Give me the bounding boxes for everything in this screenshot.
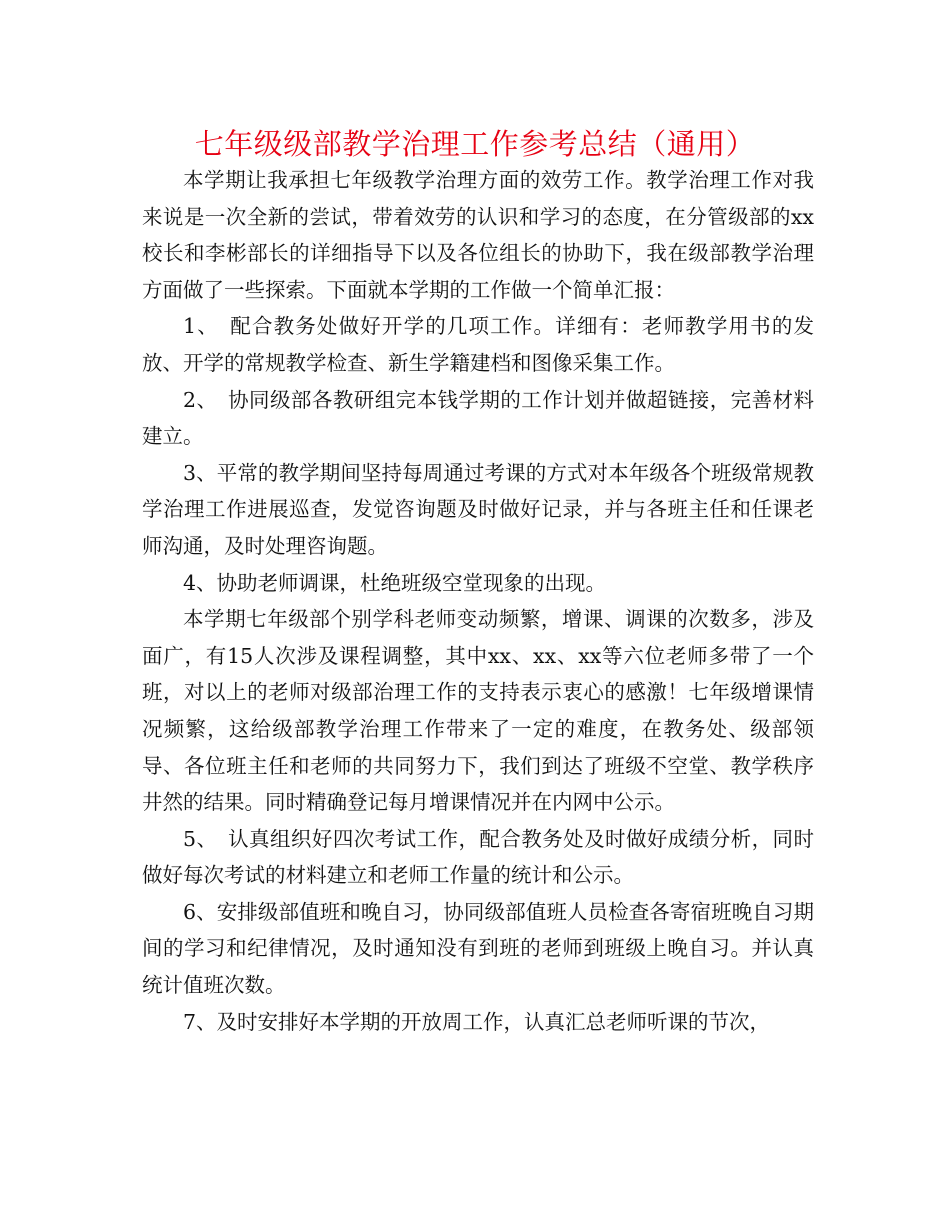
- paragraph-item-6: 6、安排级部值班和晚自习，协同级部值班人员检查各寄宿班晚自习期间的学习和纪律情况，及时通知没有到班的老师到班级上晚自习。并认真统计值班次数。: [142, 899, 814, 998]
- paragraph-item-4: 4、协助老师调课，杜绝班级空堂现象的出现。: [183, 570, 607, 595]
- paragraph-item-7: 7、及时安排好本学期的开放周工作，认真汇总老师听课的节次，: [183, 1009, 771, 1034]
- paragraph-item-4-detail: 本学期七年级部个别学科老师变动频繁，增课、调课的次数多，涉及面广，有15人次涉及课程调整，其中xx、xx、xx等六位老师多带了一个班，对以上的老师对级部治理工作的支持表示衷心的感激！七年级增课情况频繁，这给级部教学治理工作带来了一定的难度，在教务处、级部领导、各位班主任和老师的共同努力下，我们到达了班级不空堂、教学秩序井然的结果。同时精确登记每月增课情况并在内网中公示。: [142, 607, 814, 815]
- paragraph-item-5: 5、 认真组织好四次考试工作，配合教务处及时做好成绩分析，同时做好每次考试的材料建立和老师工作量的统计和公示。: [142, 826, 814, 888]
- document-title: 七年级级部教学治理工作参考总结（通用）: [194, 127, 756, 161]
- document-body: [142, 162, 814, 1040]
- paragraph-item-1: 1、 配合教务处做好开学的几项工作。详细有：老师教学用书的发放、开学的常规教学检查、新生学籍建档和图像采集工作。: [142, 314, 814, 375]
- paragraph-item-3: 3、平常的教学期间坚持每周通过考课的方式对本年级各个班级常规教学治理工作进展巡查，发觉咨询题及时做好记录，并与各班主任和任课老师沟通，及时处理咨询题。: [142, 460, 814, 558]
- paragraph-intro: 本学期让我承担七年级教学治理方面的效劳工作。教学治理工作对我来说是一次全新的尝试，带着效劳的认识和学习的态度，在分管级部的xx校长和李彬部长的详细指导下以及各位组长的协助下，我在级部教学治理方面做了一些探索。下面就本学期的工作做一个简单汇报：: [142, 168, 814, 302]
- paragraph-item-2: 2、 协同级部各教研组完本钱学期的工作计划并做超链接，完善材料建立。: [142, 387, 814, 449]
